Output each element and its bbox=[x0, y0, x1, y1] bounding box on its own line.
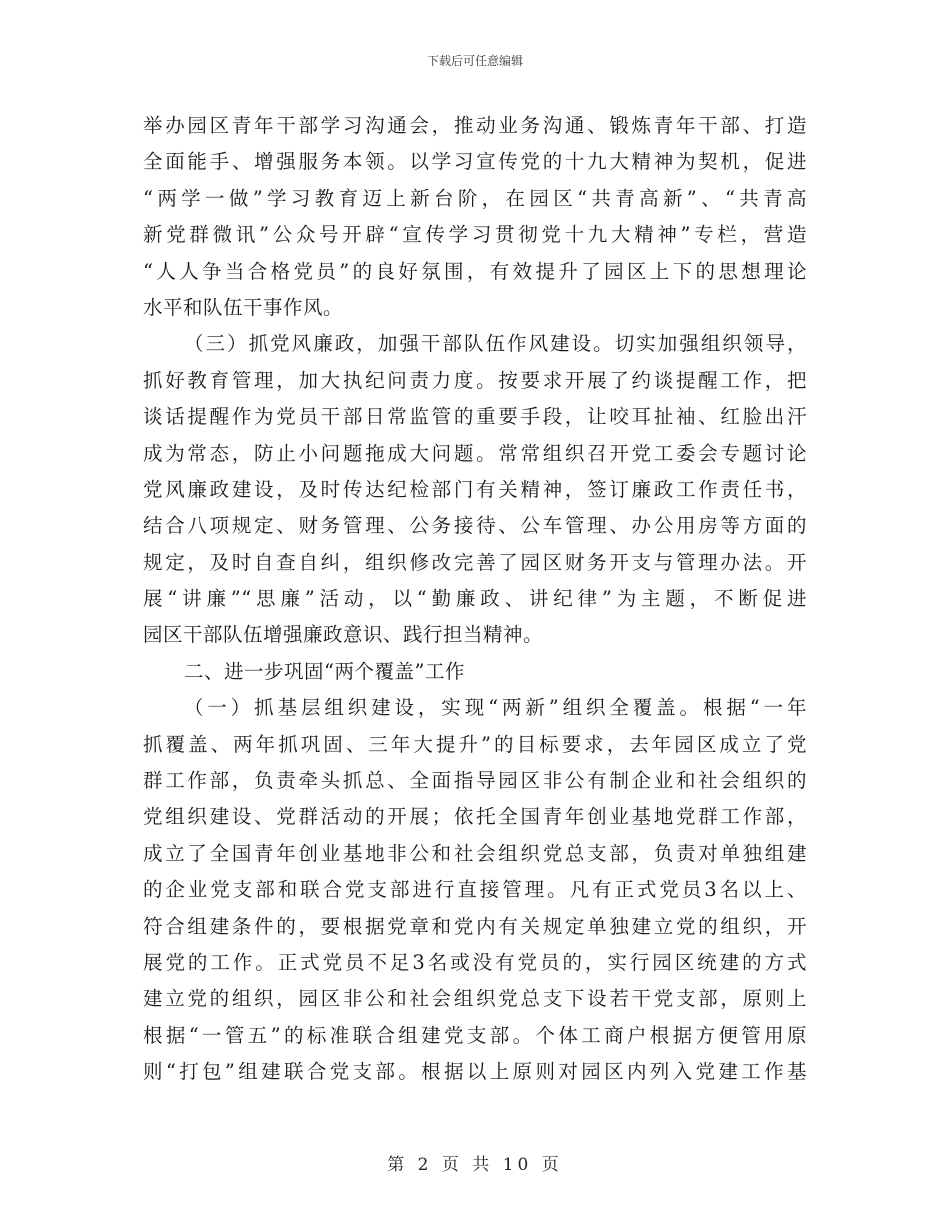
text-line: 抓覆盖、两年抓巩固、三年大提升”的目标要求，去年园区成立了党 bbox=[143, 732, 807, 756]
text-line: 规定，及时自查自纠，组织修改完善了园区财务开支与管理办法。开 bbox=[143, 550, 807, 574]
text-line: 党组织建设、党群活动的开展；依托全国青年创业基地党群工作部， bbox=[143, 805, 807, 829]
section-heading: 二、进一步巩固“两个覆盖”工作 bbox=[184, 659, 465, 683]
text-line: 则“打包”组建联合党支部。根据以上原则对园区内列入党建工作基 bbox=[143, 1060, 807, 1084]
text-line: 群工作部，负责牵头抓总、全面指导园区非公有制企业和社会组织的 bbox=[143, 769, 807, 793]
text-line: 新党群微讯”公众号开辟“宣传学习贯彻党十九大精神”专栏，营造 bbox=[143, 223, 807, 247]
text-line: 建立党的组织，园区非公和社会组织党总支下设若干党支部，原则上 bbox=[143, 987, 807, 1011]
text-line: 园区干部队伍增强廉政意识、践行担当精神。 bbox=[143, 623, 544, 647]
text-line: 全面能手、增强服务本领。以学习宣传党的十九大精神为契机，促进 bbox=[143, 150, 807, 174]
text-line: （一）抓基层组织建设，实现“两新”组织全覆盖。根据“一年 bbox=[184, 696, 807, 720]
text-line: 展“讲廉”“思廉”活动，以“勤廉政、讲纪律”为主题，不断促进 bbox=[143, 587, 807, 611]
page-number: 第 2 页 共 10 页 bbox=[387, 1155, 563, 1175]
text-line: 成为常态，防止小问题拖成大问题。常常组织召开党工委会专题讨论 bbox=[143, 441, 807, 465]
text-line: 抓好教育管理，加大执纪问责力度。按要求开展了约谈提醒工作，把 bbox=[143, 368, 807, 392]
page-header: 下载后可任意编辑 bbox=[426, 54, 523, 68]
text-line: 符合组建条件的，要根据党章和党内有关规定单独建立党的组织，开 bbox=[143, 914, 807, 938]
text-line: “两学一做”学习教育迈上新台阶，在园区“共青高新”、“共青高 bbox=[143, 186, 807, 210]
text-line: 水平和队伍干事作风。 bbox=[143, 295, 344, 319]
text-line: 根据“一管五”的标准联合组建党支部。个体工商户根据方便管用原 bbox=[143, 1023, 807, 1047]
text-line: 举办园区青年干部学习沟通会，推动业务沟通、锻炼青年干部、打造 bbox=[143, 114, 807, 137]
text-line: “人人争当合格党员”的良好氛围，有效提升了园区上下的思想理论 bbox=[143, 259, 807, 283]
text-line: 成立了全国青年创业基地非公和社会组织党总支部，负责对单独组建 bbox=[143, 841, 807, 865]
document-body bbox=[143, 108, 807, 1091]
text-line: 党风廉政建设，及时传达纪检部门有关精神，签订廉政工作责任书， bbox=[143, 477, 807, 501]
text-line: 展党的工作。正式党员不足3名或没有党员的，实行园区统建的方式 bbox=[143, 950, 807, 974]
text-line: 结合八项规定、财务管理、公务接待、公车管理、办公用房等方面的 bbox=[143, 514, 807, 538]
text-line: 谈话提醒作为党员干部日常监管的重要手段，让咬耳扯袖、红脸出汗 bbox=[143, 405, 807, 429]
text-line: 的企业党支部和联合党支部进行直接管理。凡有正式党员3名以上、 bbox=[143, 878, 807, 902]
text-line: （三）抓党风廉政，加强干部队伍作风建设。切实加强组织领导， bbox=[184, 332, 807, 356]
